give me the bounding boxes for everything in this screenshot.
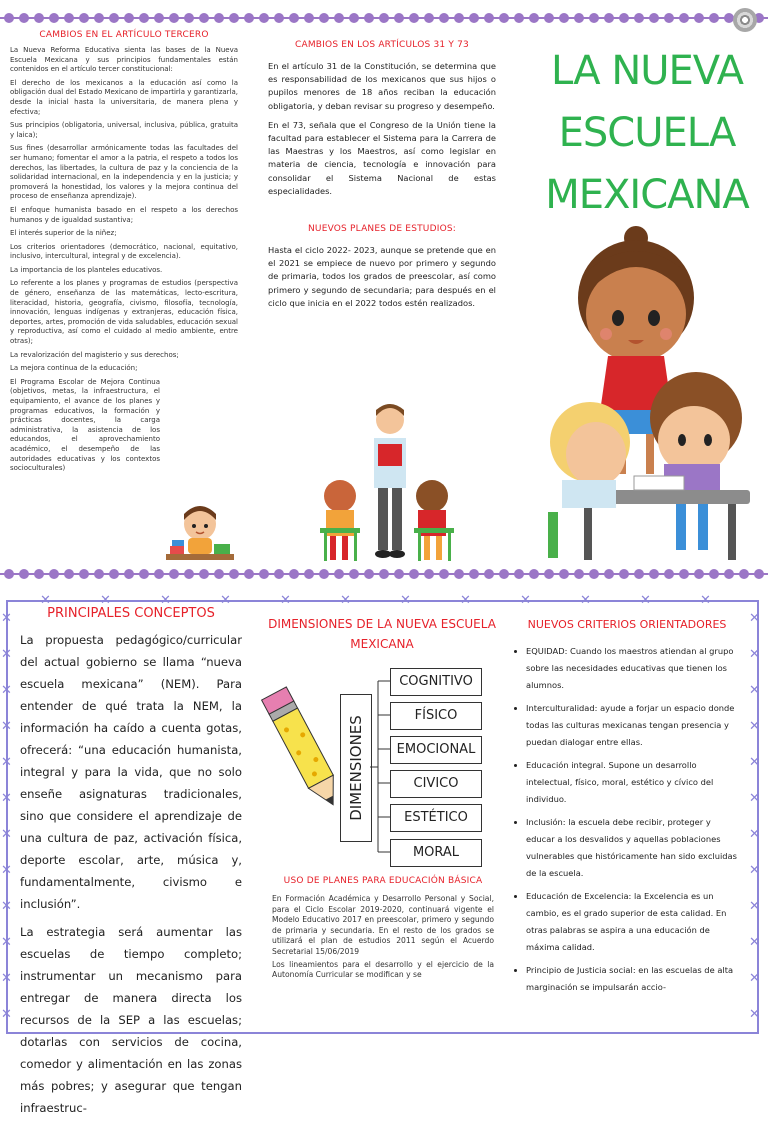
dot-decoration [229, 569, 239, 579]
dimensiones-vertical-label: DIMENSIONES [347, 715, 365, 821]
dimension-emocional: EMOCIONAL [390, 736, 482, 764]
cross-decoration: ✕ [280, 593, 291, 608]
dot-decoration [514, 569, 524, 579]
dot-decoration [739, 569, 749, 579]
cross-decoration: ✕ [749, 1007, 760, 1022]
dot-decoration [454, 569, 464, 579]
dot-decoration [424, 569, 434, 579]
dot-decoration [379, 569, 389, 579]
dot-decoration [274, 13, 284, 23]
criterios-list [512, 643, 742, 996]
dot-decoration [94, 13, 104, 23]
dot-decoration [319, 13, 329, 23]
cross-decoration: ✕ [640, 593, 651, 608]
list-item: • Inclusión: la escuela debe recibir, proteger y educar a los desvalidos y aquellas poblaciones vulnerables que históricamente han sido excluidas de la escuela. [526, 814, 742, 882]
middle-dotted-border [0, 566, 768, 580]
dot-decoration [499, 569, 509, 579]
dot-decoration [589, 13, 599, 23]
cross-decoration: ✕ [1, 683, 12, 698]
list-item: • Interculturalidad: ayude a forjar un espacio donde todas las culturas mexicanas tengan presencia y puedan dialogar entre ellas. [526, 700, 742, 751]
dot-decoration [349, 13, 359, 23]
dot-decoration [289, 569, 299, 579]
dot-decoration [109, 13, 119, 23]
dot-decoration [664, 569, 674, 579]
paragraph: La propuesta pedagógico/curricular del actual gobierno se llama “nueva escuela mexicana” (NEM). Para entender de qué trata la NEM, la información ha caído a cuenta gotas, ofrecerá: “una educación humanista, integral y para la vida, que no solo enseñe asignaturas tradicionales, sino que considere el aprendizaje de una cultura de paz, activación física, deporte escolar, arte, música y, fundamentalmente, civismo e inclusión”. [20, 633, 242, 911]
cross-decoration: ✕ [1, 935, 12, 950]
articulo-tercero-body [10, 46, 238, 474]
dot-decoration [244, 13, 254, 23]
dot-decoration [169, 13, 179, 23]
cross-decoration: ✕ [1, 971, 12, 986]
dot-decoration [124, 13, 134, 23]
dot-decoration [649, 569, 659, 579]
cross-decoration: ✕ [749, 791, 760, 806]
paragraph: En Formación Académica y Desarrollo Personal y Social, para el Ciclo Escolar 2019-2020, continuará vigente el Modelo Educativo 2017 en preescolar, primero y segundo de primaria y secundaria. En el resto de los grados se utilizará el plan de estudios 2011 según el Acuerdo Secretarial 15/06/2019 [272, 894, 494, 956]
dot-decoration [439, 569, 449, 579]
uso-de-planes-body [272, 894, 494, 981]
dot-decoration [4, 569, 14, 579]
dot-decoration [499, 13, 509, 23]
paragraph: Sus fines (desarrollar armónicamente todas las facultades del ser humano; fomentar el amor a la patria, el respeto a todos los derechos, las libertades, la cultura de paz y la conciencia de la solidaridad internacional, en la independencia y en la justicia; y promoverá la honestidad, los valores y la mejora continua del proceso de enseñanza aprendizaje). [10, 144, 238, 201]
dot-decoration [94, 569, 104, 579]
cross-decoration: ✕ [580, 593, 591, 608]
dot-decoration [469, 569, 479, 579]
dot-decoration [64, 13, 74, 23]
dot-decoration [229, 13, 239, 23]
bottom-middle-column [266, 614, 498, 654]
dot-decoration [214, 569, 224, 579]
paragraph: La estrategia será aumentar las escuelas de tiempo completo; instrumentar un mecanismo para entregar de manera directa los recursos de la SEP a las escuelas; dotarlas con servicios de cocina, comedor y alimentación en las zonas más pobres; y asegurar que tengan infraestruc- [20, 925, 242, 1115]
dot-decoration [589, 569, 599, 579]
dot-decoration [79, 569, 89, 579]
paragraph: Sus principios (obligatoria, universal, inclusiva, pública, gratuita y laica); [10, 121, 238, 139]
list-item: • EQUIDAD: Cuando los maestros atiendan al grupo sobre las necesidades educativas que tienen los alumnos. [526, 643, 742, 694]
section-title-articulo-tercero: CAMBIOS EN EL ARTÍCULO TERCERO [39, 30, 209, 40]
paragraph: El enfoque humanista basado en el respeto a los derechos humanos y de igualdad sustantiva; [10, 205, 238, 224]
section-title-nuevos-criterios: NUEVOS CRITERIOS ORIENTADORES [527, 618, 727, 631]
cross-decoration: ✕ [220, 593, 231, 608]
cross-decoration: ✕ [749, 647, 760, 662]
dot-decoration [49, 569, 59, 579]
dot-decoration [199, 13, 209, 23]
main-title-line-2: ESCUELA [558, 110, 736, 156]
students-at-desk-illustration [548, 222, 758, 562]
dot-decoration [544, 13, 554, 23]
paragraph: Lo referente a los planes y programas de estudios (perspectiva de género, enseñanza de las matemáticas, lecto-escritura, literacidad, historia, geografía, civismo, filosofía, tecnología, innovación, lenguas indígenas y extranjeras, educación física, deportes, artes, promoción de vida saludables, educación sexual y reproductiva, así como el cuidado al medio ambiente, entre otras); [10, 279, 238, 346]
cross-decoration: ✕ [100, 593, 111, 608]
section-title-articulos-31-73: CAMBIOS EN LOS ARTÍCULOS 31 Y 73 [295, 40, 469, 50]
paragraph: La Nueva Reforma Educativa sienta las bases de la Nueva Escuela Mexicana y sus principios fundamentales están contenidos en el artículo tercer constitucional: [10, 46, 238, 74]
paragraph: En el 73, señala que el Congreso de la Unión tiene la facultad para establecer el Sistema para la Carrera de las Maestras y los Maestros, así como legislar en materia de ciencia, tecnología e innovación para consolidar el Sistema Nacional de estas especialidades. [268, 119, 496, 196]
list-item: • Principio de Justicia social: en las escuelas de alta marginación se impulsarán accio- [526, 962, 742, 996]
paragraph: La importancia de los planteles educativos. [10, 265, 163, 274]
main-title [534, 40, 760, 226]
cross-decoration: ✕ [1, 863, 12, 878]
pencil-icon [264, 680, 344, 820]
dot-decoration [559, 13, 569, 23]
dot-decoration [154, 13, 164, 23]
dimensiones-diagram [338, 664, 488, 874]
cross-decoration: ✕ [749, 755, 760, 770]
bottom-left-column [20, 606, 242, 1125]
cross-decoration: ✕ [749, 683, 760, 698]
dot-decoration [604, 569, 614, 579]
dot-decoration [334, 569, 344, 579]
dot-decoration [394, 13, 404, 23]
dot-decoration [529, 569, 539, 579]
dot-decoration [49, 13, 59, 23]
dimension-estetico: ESTÉTICO [390, 804, 482, 832]
dimension-fisico: FÍSICO [390, 702, 482, 730]
dot-decoration [184, 569, 194, 579]
articulos-31-73-body [268, 60, 496, 198]
top-middle-column [268, 40, 496, 316]
dot-decoration [529, 13, 539, 23]
dot-decoration [199, 569, 209, 579]
cross-decoration: ✕ [40, 593, 51, 608]
cross-decoration: ✕ [400, 593, 411, 608]
dot-decoration [709, 13, 719, 23]
dot-decoration [394, 569, 404, 579]
dot-decoration [139, 569, 149, 579]
dot-decoration [694, 569, 704, 579]
dot-decoration [64, 569, 74, 579]
cross-decoration: ✕ [160, 593, 171, 608]
dot-decoration [244, 569, 254, 579]
dot-decoration [304, 569, 314, 579]
dot-decoration [334, 13, 344, 23]
cross-decoration: ✕ [1, 1007, 12, 1022]
paragraph: El Programa Escolar de Mejora Continua (objetivos, metas, la infraestructura, el equipamiento, el avance de los planes y programas educativos, la formación y prácticas docentes, la carga administrativa, la asistencia de los educandos, el aprovechamiento académico, el desempeño de las autoridades educativas y los contextos socioculturales) [10, 377, 160, 473]
dot-decoration [409, 569, 419, 579]
dimension-civico: CIVICO [390, 770, 482, 798]
dot-decoration [754, 569, 764, 579]
dot-decoration [214, 13, 224, 23]
principales-conceptos-body [20, 629, 242, 1119]
dot-decoration [724, 569, 734, 579]
dot-decoration [604, 13, 614, 23]
dimension-cognitivo: COGNITIVO [390, 668, 482, 696]
list-item: • Educación de Excelencia: la Excelencia es un cambio, es el grado superior de esta calidad. En otras palabras se aspira a una educación de máxima calidad. [526, 888, 742, 956]
dot-decoration [484, 13, 494, 23]
cross-decoration: ✕ [700, 593, 711, 608]
dot-decoration [694, 13, 704, 23]
dot-decoration [34, 13, 44, 23]
section-title-principales-conceptos: PRINCIPALES CONCEPTOS [47, 606, 215, 621]
dot-decoration [19, 569, 29, 579]
cross-decoration: ✕ [1, 827, 12, 842]
child-reading-illustration [162, 500, 238, 564]
cross-decoration: ✕ [1, 791, 12, 806]
nuevos-planes-body [268, 244, 496, 310]
main-title-line-1: LA NUEVA [551, 48, 743, 94]
dot-decoration [349, 569, 359, 579]
dot-decoration [109, 569, 119, 579]
dot-decoration [319, 569, 329, 579]
dot-decoration [679, 13, 689, 23]
dot-decoration [184, 13, 194, 23]
dot-decoration [439, 13, 449, 23]
top-dotted-border [0, 10, 768, 24]
bottom-right-column [512, 618, 742, 1002]
dot-decoration [364, 13, 374, 23]
dot-decoration [544, 569, 554, 579]
dot-decoration [154, 569, 164, 579]
dimensiones-label-box [340, 694, 372, 842]
top-left-column [10, 30, 238, 478]
cross-decoration: ✕ [749, 863, 760, 878]
cross-decoration: ✕ [1, 755, 12, 770]
dot-decoration [139, 13, 149, 23]
dot-decoration [19, 13, 29, 23]
list-item: • Educación integral. Supone un desarrollo intelectual, físico, moral, estético y cívico del individuo. [526, 757, 742, 808]
cross-decoration: ✕ [749, 719, 760, 734]
dot-decoration [364, 569, 374, 579]
dot-decoration [709, 569, 719, 579]
dot-decoration [469, 13, 479, 23]
dot-decoration [634, 13, 644, 23]
dot-decoration [574, 569, 584, 579]
uso-de-planes-section [272, 876, 494, 985]
teacher-students-illustration [318, 398, 464, 564]
dot-decoration [379, 13, 389, 23]
dot-decoration [619, 569, 629, 579]
diagram-connectors [370, 664, 390, 874]
paragraph: La mejora continua de la educación; [10, 364, 138, 373]
paragraph: La revalorización del magisterio y sus derechos; [10, 350, 179, 359]
dot-decoration [4, 13, 14, 23]
cross-decoration: ✕ [749, 935, 760, 950]
dot-decoration [79, 13, 89, 23]
dot-decoration [649, 13, 659, 23]
cross-decoration: ✕ [1, 719, 12, 734]
main-title-line-3: MEXICANA [545, 172, 749, 218]
dot-decoration [409, 13, 419, 23]
dot-decoration [634, 569, 644, 579]
dot-decoration [619, 13, 629, 23]
cross-decoration: ✕ [749, 971, 760, 986]
dot-decoration [484, 569, 494, 579]
disc-icon [733, 8, 757, 32]
cross-decoration: ✕ [1, 611, 12, 626]
dot-decoration [454, 13, 464, 23]
dot-decoration [424, 13, 434, 23]
cross-decoration: ✕ [520, 593, 531, 608]
dot-decoration [304, 13, 314, 23]
paragraph: El interés superior de la niñez; [10, 229, 117, 238]
cross-decoration: ✕ [1, 647, 12, 662]
dot-decoration [124, 569, 134, 579]
dot-decoration [559, 569, 569, 579]
cross-decoration: ✕ [340, 593, 351, 608]
cross-decoration: ✕ [460, 593, 471, 608]
cross-decoration: ✕ [749, 827, 760, 842]
dot-decoration [679, 569, 689, 579]
dot-decoration [259, 569, 269, 579]
dot-decoration [664, 13, 674, 23]
dot-decoration [34, 569, 44, 579]
dot-decoration [259, 13, 269, 23]
cross-decoration: ✕ [749, 899, 760, 914]
dot-decoration [574, 13, 584, 23]
dot-decoration [274, 569, 284, 579]
section-title-uso-de-planes: USO DE PLANES PARA EDUCACIÓN BÁSICA [283, 876, 483, 886]
section-title-nuevos-planes: NUEVOS PLANES DE ESTUDIOS: [307, 224, 457, 235]
dot-decoration [169, 569, 179, 579]
dot-decoration [514, 13, 524, 23]
cross-decoration: ✕ [1, 899, 12, 914]
paragraph: El derecho de los mexicanos a la educación así como la obligación dual del Estado Mexicano de impartirla y garantizarla, desde la inicial hasta la universitaria, de manera plena y efectiva; [10, 78, 238, 116]
cross-decoration: ✕ [749, 611, 760, 626]
paragraph: Hasta el ciclo 2022- 2023, aunque se pretende que en el 2021 se empiece de nuevo por primero y segundo de primaria, todos los grados de preescolar, así como primero y segundo de secundaria; para después en el ciclo que inicia en el 2022 todos estén realizados. [268, 245, 496, 308]
paragraph: Los criterios orientadores (democrático, nacional, equitativo, inclusivo, intercultural, integral y de excelencia). [10, 242, 238, 261]
dimension-moral: MORAL [390, 839, 482, 867]
section-title-dimensiones: DIMENSIONES DE LA NUEVA ESCUELA MEXICANA [268, 617, 496, 651]
dot-decoration [289, 13, 299, 23]
paragraph: En el artículo 31 de la Constitución, se determina que es responsabilidad de los mexicanos que sus hijos o pupilos menores de 18 años reciban la educación obligatoria, y deban revisar su progreso y desempeño. [268, 61, 496, 111]
paragraph: Los lineamientos para el desarrollo y el ejercicio de la Autonomía Curricular se modifican y se [272, 959, 494, 980]
